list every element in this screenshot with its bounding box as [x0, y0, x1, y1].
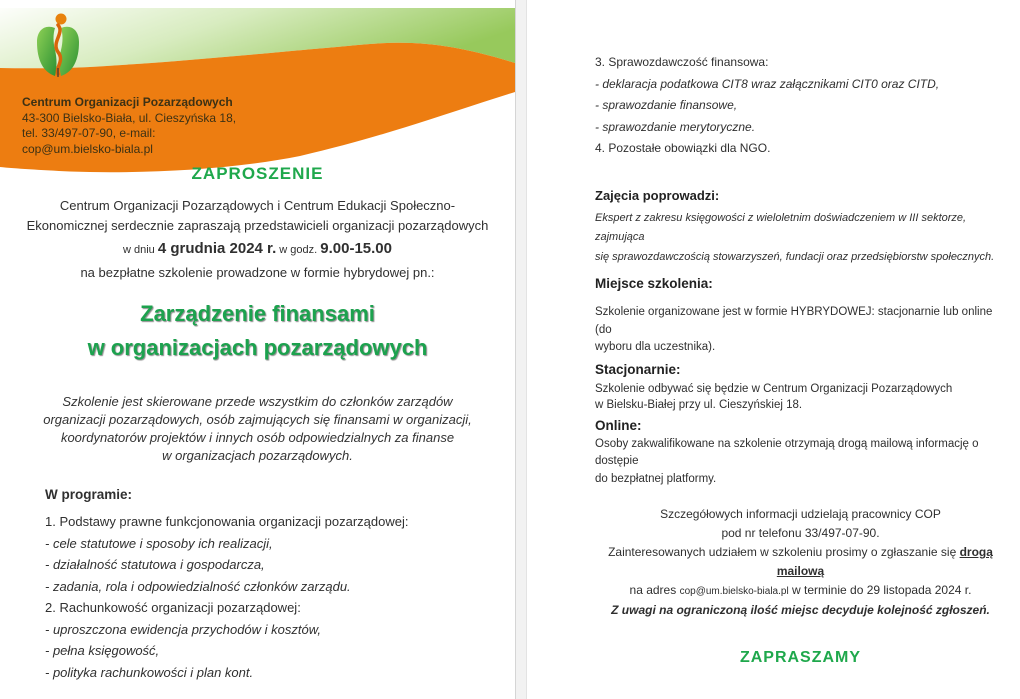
lecturer-line: Ekspert z zakresu księgowości z wieloletnim doświadczeniem w III sektorze, zajmująca — [595, 211, 967, 243]
event-time: 9.00-15.00 — [320, 240, 392, 257]
date-line — [0, 236, 515, 263]
program-subitem: - sprawozdanie finansowe, — [595, 98, 738, 112]
online-line: do bezpłatnej platformy. — [595, 472, 717, 485]
info-line: pod nr telefonu 33/497-07-90. — [721, 526, 880, 540]
info-line — [595, 581, 1006, 601]
limited-seats-note: Z uwagi na ograniczoną ilość miejsc decyduje kolejność zgłoszeń. — [611, 603, 990, 617]
date-prefix: w dniu — [122, 244, 158, 256]
stationary-description — [595, 381, 1006, 414]
audience-line: koordynatorów projektów i innych osób odpowiedzialnych za finanse — [60, 430, 455, 445]
program-item: 1. Podstawy prawne funkcjonowania organizacji pozarządowej: — [45, 514, 409, 529]
event-date: 4 grudnia 2024 r. — [157, 240, 277, 257]
address-prefix: na adres — [629, 583, 680, 597]
audience-line: organizacji pozarządowych, osób zajmujących się finansami w organizacji, — [43, 412, 472, 427]
contact-block — [22, 95, 282, 157]
program-list — [45, 511, 515, 683]
program-subitem: - sprawozdanie merytoryczne. — [595, 119, 756, 134]
lecturer-line: się sprawozdawczością stowarzyszeń, fundacji oraz przedsiębiorstw społecznych. — [595, 250, 995, 263]
online-heading: Online: — [595, 417, 642, 433]
venue-line: wyboru dla uczestnika). — [595, 341, 716, 353]
lecturer-description — [595, 209, 1006, 268]
online-description — [595, 436, 1006, 489]
program-item: 2. Rachunkowość organizacji pozarządowej: — [45, 600, 301, 615]
online-line: Osoby zakwalifikowane na szkolenie otrzymają drogą mailową informację o dostępie — [595, 437, 979, 467]
registration-info — [595, 505, 1006, 620]
program-subitem: - pełna księgowość, — [45, 643, 160, 658]
registration-text: Zainteresowanych udziałem w szkoleniu prosimy o zgłaszanie się — [608, 545, 960, 559]
org-email: cop@um.bielsko-biala.pl — [22, 141, 153, 156]
org-phone: tel. 33/497-07-90, e-mail: — [22, 126, 156, 140]
intro-line: Centrum Organizacji Pozarządowych i Centrum Edukacji Społeczno- — [59, 198, 456, 213]
venue-line: Szkolenie organizowane jest w formie HYBRYDOWEJ: stacjonarnie lub online (do — [595, 306, 993, 336]
page-2 — [527, 0, 1020, 699]
program-item: 4. Pozostałe obowiązki dla NGO. — [595, 141, 771, 155]
audience-line: w organizacjach pozarządowych. — [162, 448, 353, 463]
training-title-line: Zarządzenie finansami — [140, 301, 375, 326]
closing-text: ZAPRASZAMY — [739, 649, 862, 666]
program-list-continued — [595, 52, 1006, 160]
intro-paragraph — [0, 196, 515, 236]
org-name: Centrum Organizacji Pozarządowych — [22, 95, 233, 109]
venue-description — [595, 304, 1006, 357]
page-2-body — [527, 0, 1020, 668]
training-title — [0, 297, 515, 365]
stationary-line: w Bielsku-Białej przy ul. Cieszyńskiej 18. — [595, 399, 803, 411]
venue-heading: Miejsce szkolenia: — [595, 276, 713, 291]
invitation-heading: ZAPROSZENIE — [191, 164, 324, 183]
stationary-heading: Stacjonarnie: — [595, 361, 681, 377]
program-subitem: - deklaracja podatkowa CIT8 wraz załącznikami CIT0 oraz CITD, — [595, 76, 940, 91]
stationary-line: Szkolenie odbywać się będzie w Centrum Organizacji Pozarządowych — [595, 382, 953, 395]
program-subitem: - zadania, rola i odpowiedzialność członków zarządu. — [45, 578, 351, 594]
deadline-text: w terminie do 29 listopada 2024 r. — [788, 583, 972, 597]
info-line: Szczegółowych informacji udzielają pracownicy COP — [660, 507, 941, 521]
lecturer-heading: Zajęcia poprowadzi: — [595, 187, 720, 203]
program-section — [0, 485, 515, 683]
program-heading: W programie: — [45, 487, 133, 502]
program-subitem: - cele statutowe i sposoby ich realizacji, — [45, 535, 273, 551]
registration-email: cop@um.bielsko-biala.pl — [679, 586, 789, 597]
registration-emphasis: drogą mailową — [776, 545, 993, 578]
info-line — [595, 543, 1006, 581]
program-subitem: - uproszczona ewidencja przychodów i kosztów, — [45, 621, 322, 637]
program-subitem: - działalność statutowa i gospodarcza, — [45, 557, 265, 572]
format-line: na bezpłatne szkolenie prowadzone w formie hybrydowej pn.: — [80, 265, 435, 280]
intro-line: Ekonomicznej serdecznie zapraszają przedstawicieli organizacji pozarządowych — [26, 218, 489, 233]
org-address: 43-300 Bielsko-Biała, ul. Cieszyńska 18, — [22, 110, 237, 125]
training-title-line: w organizacjach pozarządowych — [87, 335, 428, 360]
page-divider — [515, 0, 527, 699]
audience-line: Szkolenie jest skierowane przede wszystkim do członków zarządów — [62, 394, 453, 409]
time-prefix: w godz. — [276, 244, 321, 256]
program-item: 3. Sprawozdawczość finansowa: — [595, 55, 769, 69]
program-subitem: - polityka rachunkowości i plan kont. — [45, 664, 254, 680]
audience-paragraph — [0, 393, 515, 465]
